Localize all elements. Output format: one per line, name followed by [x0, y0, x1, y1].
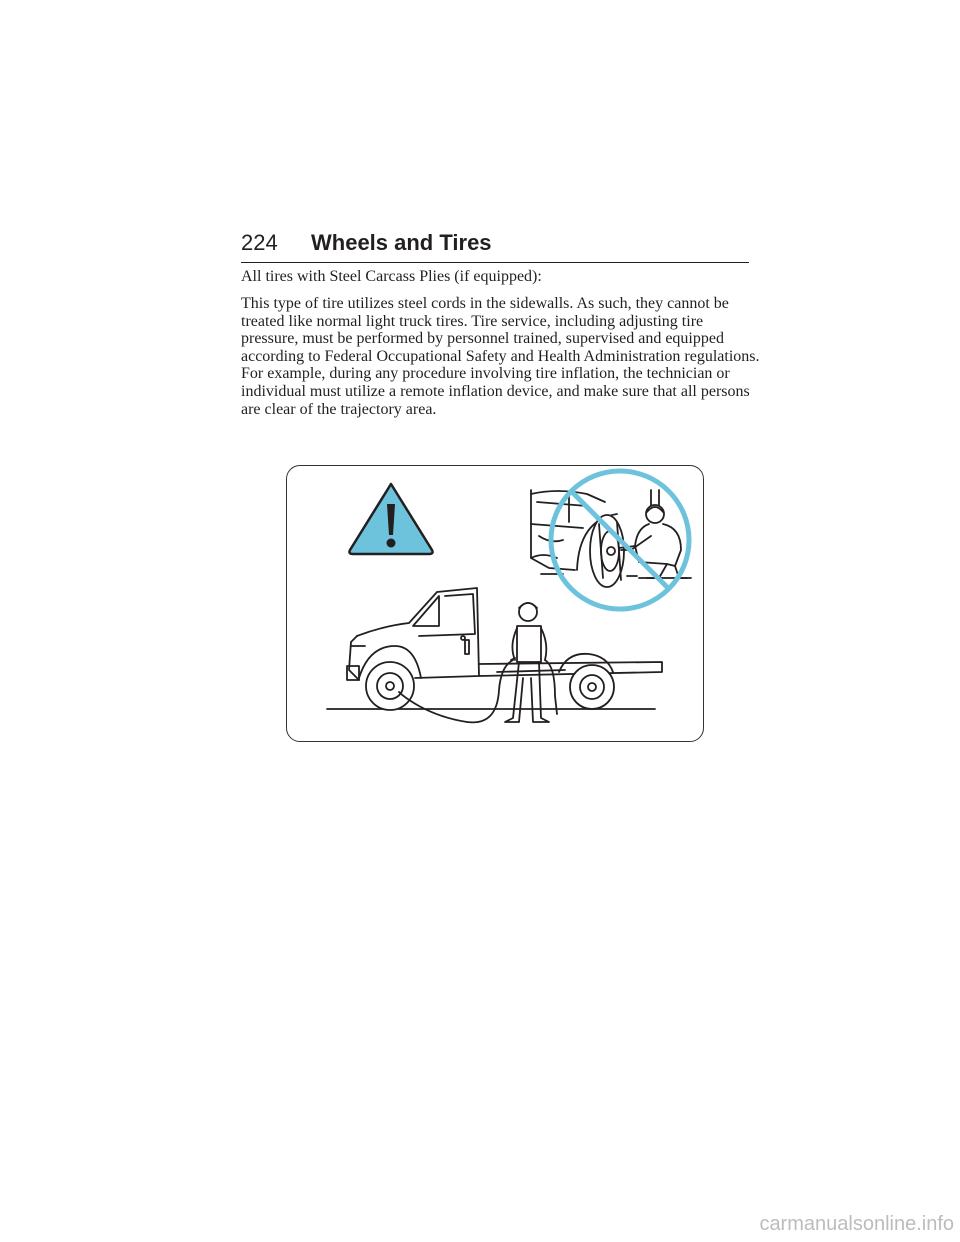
- paragraph-steel-carcass-heading: All tires with Steel Carcass Plies (if equipped):: [241, 268, 542, 285]
- watermark-text: carmanualsonline.info: [759, 1213, 954, 1235]
- warning-triangle-icon: [349, 484, 432, 554]
- page-number: 224: [241, 230, 278, 255]
- page-header: [241, 226, 749, 263]
- tire-inflation-illustration: [286, 465, 704, 742]
- prohibition-circle-icon: [551, 471, 689, 609]
- paragraph-steel-carcass-body: This type of tire utilizes steel cords in the sidewalls. As such, they cannot be treated like normal light truck tires. Tire service, including adjusting tire pressure, must be performed by personnel trained, supervised and equipped according to Federal Occupational Safety and Health Administration regulations. For example, during any procedure involving tire inflation, the technician or individual must utilize a remote inflation device, and make sure that all persons are clear of the trajectory area.: [241, 295, 760, 418]
- section-title: Wheels and Tires: [311, 230, 492, 255]
- crouching-technician-scene: [531, 490, 691, 587]
